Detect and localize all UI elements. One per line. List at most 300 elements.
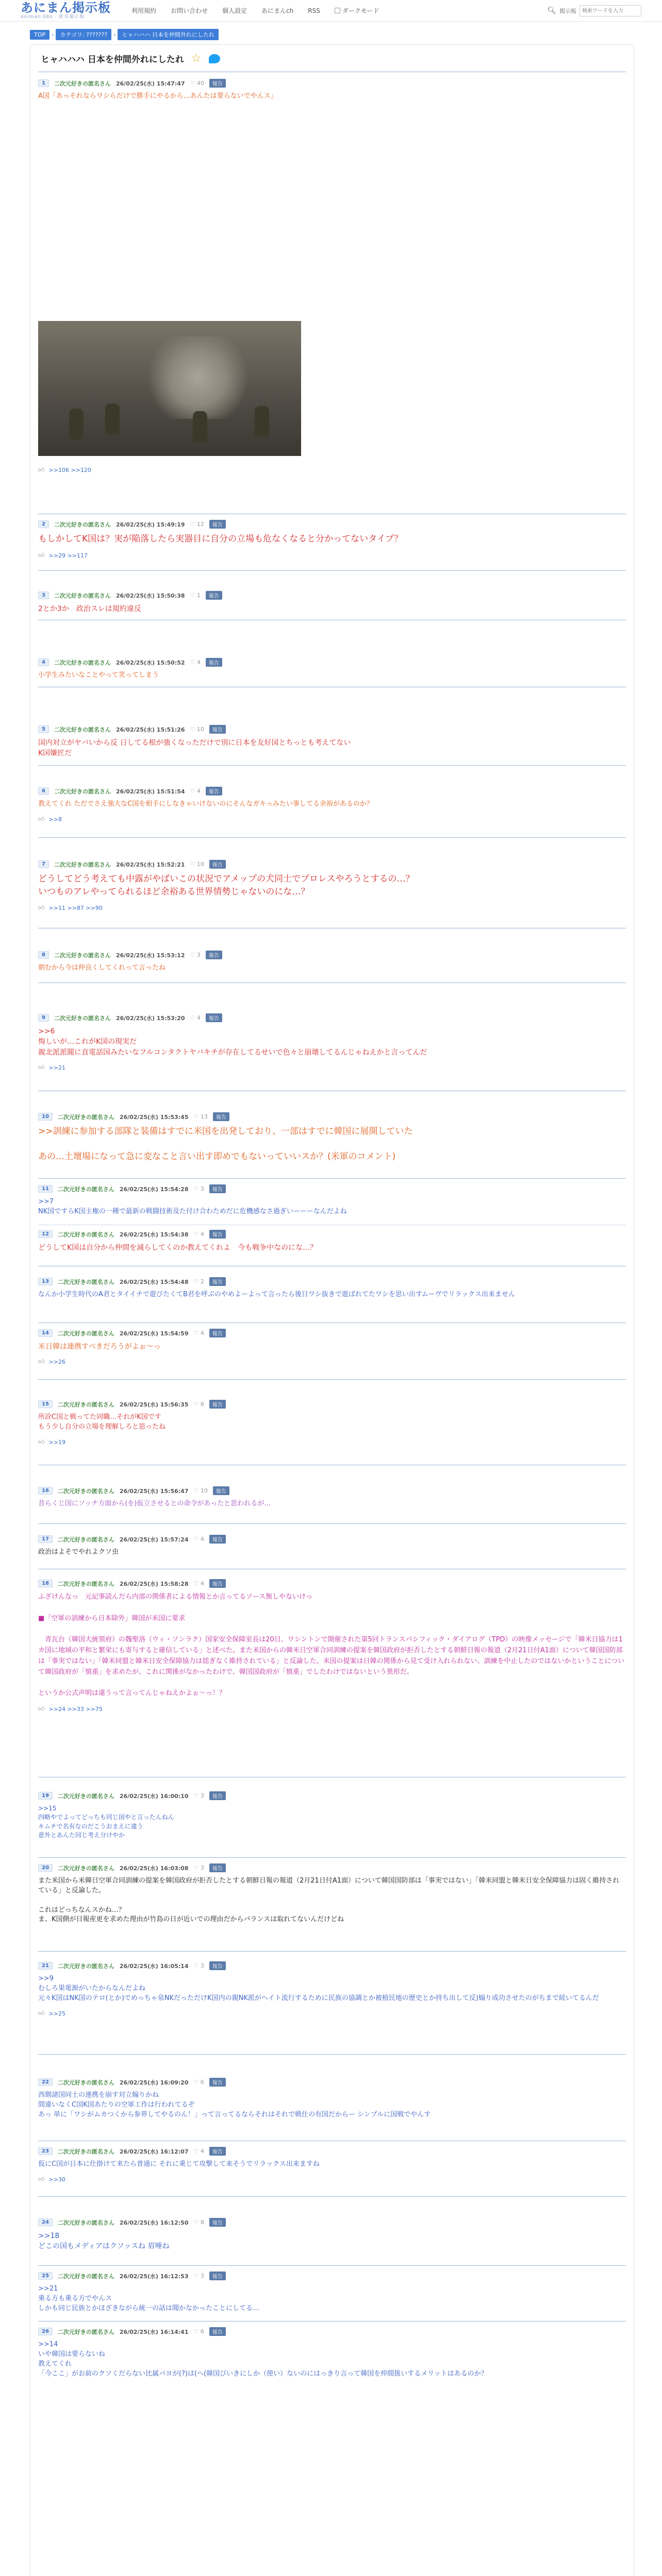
post [38, 1329, 626, 1366]
post-body: 小学生みたいなことやって笑ってしまう [38, 671, 159, 679]
nav-rss[interactable]: RSS [308, 7, 320, 14]
image-figure [105, 403, 120, 434]
good-count[interactable]: ♡ 4 [190, 1014, 201, 1021]
site-header [0, 0, 662, 22]
post-body: また米国から米韓日空軍合同訓練の提案を韓国政府が拒否したとする朝鮮日報の報道（2月21日付A1面）について韓国国防部は「事実ではない」「韓米同盟と韓米日安全保障協力は固く維持されている」と反論した。 これはどっちなんスかね…？ ま、K国側が日報産更を求めた理由が竹島の日が近いでの理由だからバランスは取れてないんだけどね [38, 1877, 620, 1924]
post-body: >>18 どこの国もメディアはクソッスね 眉唾ね [38, 2232, 170, 2251]
poster-name: 二次元好きの匿名さん [54, 80, 111, 87]
post-header [38, 520, 626, 529]
good-value: 3 [200, 1792, 204, 1799]
post-body: 西側諸国同士の連携を崩す対立煽りかね 間違いなくC国K国あたりの空軍工作は行われてるぞ あっ 単に「ワシがムカつくから参界してやるのん！」って言ってるならそれはそれで戦仕の有国だからー シンプルに国戦でやんす [38, 2091, 431, 2119]
good-value: 10 [200, 1487, 208, 1494]
post-image[interactable] [38, 321, 301, 456]
twitter-share-icon[interactable] [209, 54, 220, 63]
post-date: 26/02/25(水) 16:14:41 [119, 2328, 189, 2335]
post-body: 2とか3か 政治スレは規約違反 [38, 605, 141, 613]
chevron-right-icon: › [52, 31, 54, 38]
good-count[interactable]: ♡ 3 [193, 1185, 204, 1192]
report-button[interactable]: 報告 [209, 1535, 226, 1544]
post-divider [38, 2054, 626, 2055]
post-divider [38, 2265, 626, 2266]
post-header [38, 1230, 626, 1239]
report-button[interactable]: 報告 [213, 1112, 229, 1121]
report-button[interactable]: 報告 [209, 2218, 226, 2227]
good-value: 2 [200, 1278, 204, 1285]
reply-links [38, 1438, 626, 1446]
thumbs-up-icon[interactable]: 👍︎ [38, 466, 45, 473]
post-date: 26/02/25(水) 16:12:50 [119, 2219, 189, 2226]
post-header [38, 725, 626, 734]
good-count[interactable]: ♡ 4 [193, 1580, 204, 1587]
post-header [38, 1791, 626, 1800]
good-count[interactable]: ♡ 4 [193, 2148, 204, 2155]
poster-name: 二次元好きの匿名さん [54, 659, 111, 666]
post-number[interactable]: 8 [38, 951, 49, 959]
post-number[interactable]: 10 [38, 1113, 53, 1121]
poster-name: 二次元好きの匿名さん [54, 788, 111, 795]
image-smoke [141, 336, 255, 419]
poster-name: 二次元好きの匿名さん [57, 2328, 114, 2335]
post [38, 1230, 626, 1253]
good-value: 13 [200, 1113, 208, 1120]
good-count[interactable]: ♡ 3 [193, 2273, 204, 2279]
post [38, 2147, 626, 2183]
post-date: 26/02/25(水) 16:00:10 [119, 1792, 189, 1800]
dark-mode-label: ダークモード [342, 7, 379, 14]
report-button[interactable]: 報告 [209, 860, 226, 869]
post-number[interactable]: 16 [38, 1487, 53, 1495]
good-count[interactable]: ♡ 4 [190, 788, 201, 794]
post-date: 26/02/25(水) 15:50:52 [115, 659, 185, 666]
good-count[interactable]: ♡ 1 [190, 592, 201, 599]
poster-name: 二次元好きの匿名さん [54, 592, 111, 599]
post-divider [38, 1379, 626, 1380]
reply-links [38, 1358, 626, 1366]
good-count[interactable]: ♡ 6 [193, 1401, 204, 1408]
post-header [38, 79, 626, 88]
post [38, 1013, 626, 1072]
image-figure [69, 409, 84, 439]
good-count[interactable]: ♡ 40 [190, 80, 204, 87]
post-divider [38, 1523, 626, 1524]
post-body: もしかしてK国は？実が陥落したら実器目に自分の立場も危なくなると分かってないタイプ？ [38, 534, 403, 544]
good-count[interactable]: ♡ 4 [193, 1536, 204, 1543]
post [38, 1579, 626, 1713]
post-number[interactable]: 2 [38, 520, 49, 528]
report-button[interactable]: 報告 [209, 1230, 226, 1239]
post-number[interactable]: 22 [38, 2078, 53, 2086]
good-value: 10 [196, 726, 204, 733]
post-number[interactable]: 4 [38, 658, 49, 666]
post [38, 1486, 626, 1509]
reply-anchors[interactable]: >>21 [48, 1064, 65, 1071]
report-button[interactable]: 報告 [209, 1863, 226, 1872]
post-date: 26/02/25(水) 15:54:48 [119, 1278, 189, 1285]
post-body: なんか小学生時代のA君とタイイチで遊びたくてB君を呼ぶのやめよーよって言ったら後日ワシ抜きで遊ばれてたワシを思い出すムーヴでリラックス出来ません [38, 1291, 515, 1298]
post [38, 1277, 626, 1300]
poster-name: 二次元好きの匿名さん [54, 1014, 111, 1022]
thumbs-up-icon[interactable]: 👍︎ [38, 2009, 45, 2017]
thumbs-up-icon[interactable]: 👍︎ [38, 815, 45, 823]
post [38, 1400, 626, 1446]
good-value: 4 [200, 1536, 204, 1543]
post [38, 2272, 626, 2314]
good-count[interactable]: ♡ 12 [190, 521, 204, 528]
post-header [38, 658, 626, 667]
report-button[interactable]: 報告 [209, 2147, 226, 2156]
good-value: 3 [200, 1962, 204, 1969]
nav-settings[interactable]: 個人設定 [222, 7, 247, 14]
post-header [38, 2272, 626, 2280]
good-count[interactable]: ♡ 4 [190, 659, 201, 666]
post-date: 26/02/25(水) 15:54:59 [119, 1330, 189, 1337]
search-input[interactable] [580, 5, 641, 16]
site-logo[interactable] [21, 2, 111, 20]
post [38, 1791, 626, 1840]
post-number[interactable]: 19 [38, 1792, 53, 1800]
post [38, 591, 626, 614]
post-date: 26/02/25(水) 15:53:45 [119, 1113, 189, 1121]
poster-name: 二次元好きの匿名さん [57, 1231, 114, 1238]
poster-name: 二次元好きの匿名さん [57, 1865, 114, 1872]
post-divider [38, 982, 626, 983]
reply-anchors[interactable]: >>24 >>33 >>75 [48, 1705, 103, 1713]
post-header [38, 1486, 626, 1495]
good-count[interactable]: ♡ 10 [190, 726, 204, 733]
good-count[interactable]: ♡ 3 [193, 1962, 204, 1969]
breadcrumb-thread[interactable]: ヒャハハハ 日本を仲間外れにしたれ [118, 29, 219, 40]
report-button[interactable]: 報告 [206, 1013, 222, 1022]
post [38, 787, 626, 823]
post-header [38, 951, 626, 959]
post-number[interactable]: 20 [38, 1864, 53, 1872]
thumbs-up-icon[interactable]: 👍︎ [38, 2175, 45, 2183]
poster-name: 二次元好きの匿名さん [54, 861, 111, 868]
post-body: >>訓練に参加する部隊と装備はすでに米国を出発しており、一部はすでに韓国に展開していた あの…土壇場になって急に変なこと言い出す即めでもないっていいスか？(米軍のコメント) [38, 1126, 413, 1162]
post-date: 26/02/25(水) 15:54:28 [119, 1185, 189, 1193]
thumbs-up-icon[interactable]: 👍︎ [38, 1063, 45, 1071]
image-figure [193, 411, 207, 442]
post-date: 26/02/25(水) 15:56:35 [119, 1401, 189, 1408]
post [38, 2218, 626, 2252]
thumbs-up-icon[interactable]: 👍︎ [38, 1438, 45, 1446]
poster-name: 二次元好きの匿名さん [57, 2079, 114, 2086]
poster-name: 二次元好きの匿名さん [57, 2219, 114, 2226]
reply-anchors[interactable]: >>106 >>120 [48, 466, 91, 473]
report-button[interactable]: 報告 [209, 1400, 226, 1409]
poster-name: 二次元好きの匿名さん [54, 952, 111, 959]
reply-anchors[interactable]: >>26 [48, 1359, 65, 1366]
post-date: 26/02/25(水) 16:03:08 [119, 1865, 189, 1872]
good-count[interactable]: ♡ 8 [193, 2219, 204, 2226]
post-date: 26/02/25(水) 15:53:12 [115, 952, 185, 959]
post-header [38, 1329, 626, 1337]
post [38, 1184, 626, 1217]
good-value: 3 [200, 1185, 204, 1192]
post [38, 2078, 626, 2120]
good-value: 4 [196, 659, 201, 666]
good-count[interactable]: ♡ 6 [193, 2079, 204, 2086]
good-value: 3 [196, 952, 201, 958]
poster-name: 二次元好きの匿名さん [57, 1792, 114, 1800]
report-button[interactable]: 報告 [209, 2327, 226, 2336]
poster-name: 二次元好きの匿名さん [57, 1113, 114, 1121]
good-value: 6 [200, 1401, 204, 1408]
search-icon[interactable]: 🔍︎ [547, 7, 556, 15]
post-body: >>15 四略やでよってどっちも同じ国やと言ったんねん キムチで名有なのだこうおまえに違う 意外とあんた同じ考え分けやか [38, 1805, 174, 1839]
poster-name: 二次元好きの匿名さん [57, 1580, 114, 1587]
post-number[interactable]: 23 [38, 2147, 53, 2155]
post-date: 26/02/25(水) 16:09:20 [119, 2079, 189, 2086]
post-divider [38, 1178, 626, 1179]
post-number[interactable]: 3 [38, 591, 49, 599]
dark-mode-checkbox[interactable] [335, 8, 340, 13]
dark-mode-toggle[interactable] [335, 6, 379, 15]
reply-links [38, 2176, 626, 2183]
favorite-star-icon[interactable]: ☆ [191, 52, 202, 65]
post-body: どうしてどう考えても中露がやばいこの状況でアメップの犬同士でプロレスやろうとするの…？ いつものアレやってられるほど余裕ある世界情勢じゃないのにな…？ [38, 874, 415, 897]
post-body: 昔らくじ国にソッチ方面から(を)仮立させるとの命令があったと思われるが… [38, 1500, 271, 1507]
good-value: 3 [200, 1865, 204, 1871]
report-button[interactable]: 報告 [206, 591, 222, 600]
post-date: 26/02/25(水) 15:47:47 [115, 80, 185, 87]
post-date: 26/02/25(水) 15:57:24 [119, 1536, 189, 1543]
post [38, 1535, 626, 1557]
post-body: 教えてくれ ただでさえ強大なC国を相手にしなきゃいけないのにそんなガキっみたい事してる余裕があるのか？ [38, 800, 373, 808]
report-button[interactable]: 報告 [213, 1486, 229, 1495]
report-button[interactable]: 報告 [206, 951, 222, 959]
post-header [38, 1579, 626, 1588]
post-number[interactable]: 1 [38, 79, 49, 87]
post [38, 725, 626, 759]
report-button[interactable]: 報告 [209, 1277, 226, 1286]
post-date: 26/02/25(水) 15:51:26 [115, 726, 185, 733]
report-button[interactable]: 報告 [209, 2272, 226, 2280]
post-body: >>6 悔しいが…これがK国の現実だ 親北派派閥に直電話国みたいなフルコンタクトヤバキチが存在してるせいで色々と崩壊してるんじゃねえかと言ってんだ [38, 1027, 427, 1057]
reply-anchors[interactable]: >>30 [48, 2176, 65, 2183]
good-value: 3 [200, 2273, 204, 2279]
report-button[interactable]: 報告 [206, 787, 222, 795]
good-value: 4 [200, 2148, 204, 2155]
post-header [38, 1400, 626, 1409]
report-button[interactable]: 報告 [209, 1579, 226, 1588]
post-number[interactable]: 7 [38, 860, 49, 868]
good-value: 6 [200, 2328, 204, 2335]
nav-contact[interactable]: お問い合わせ [171, 7, 208, 14]
report-button[interactable]: 報告 [209, 1329, 226, 1337]
breadcrumb-category[interactable]: カテゴリ: ??????? [56, 29, 111, 40]
reply-anchors[interactable]: >>29 >>117 [48, 552, 88, 559]
post-header [38, 1112, 626, 1121]
post-body: 国内対立がヤバいから反 日してる根が強くなっただけで別に日本を友好国とちっとも考えてない K国嫌匠だ [38, 739, 351, 758]
good-value: 12 [196, 521, 204, 528]
post [38, 1961, 626, 2018]
good-value: 4 [200, 1580, 204, 1587]
reply-links [38, 466, 626, 474]
poster-name: 二次元好きの匿名さん [57, 1536, 114, 1543]
post-date: 26/02/25(水) 15:49:19 [115, 521, 185, 528]
post-divider [38, 765, 626, 766]
reply-anchors[interactable]: >>11 >>87 >>90 [48, 905, 103, 912]
image-figure [255, 406, 269, 437]
post-body: 所詮C国と戦ってた同職…それがK国です もう少し自分の立場を理解しろと思ったね [38, 1413, 166, 1431]
post-header [38, 1277, 626, 1286]
good-count[interactable]: ♡ 4 [193, 1231, 204, 1238]
report-button[interactable]: 報告 [209, 1961, 226, 1970]
chevron-right-icon: › [113, 31, 116, 38]
post-date: 26/02/25(水) 15:58:28 [119, 1580, 189, 1587]
post-header [38, 2327, 626, 2336]
thumbs-up-icon[interactable]: 👍︎ [38, 551, 45, 559]
post [38, 2327, 626, 2379]
reply-links [38, 2010, 626, 2018]
post-number[interactable]: 18 [38, 1580, 53, 1587]
post-number[interactable]: 11 [38, 1185, 53, 1193]
post-body: >>14 いや韓国は要らないね 教えてくれ 「今ここ」がお前のクソくだらない比属パヨが(?)は(ヘ(韓国びいきにしか（使い）ないのにはっきり言って韓国を仲間扱いするメリットはあるのか？ [38, 2341, 488, 2378]
thumbs-up-icon[interactable]: 👍︎ [38, 1705, 45, 1713]
report-button[interactable]: 報告 [209, 1184, 226, 1193]
post-date: 26/02/25(水) 15:53:20 [115, 1014, 185, 1022]
post-body: 仮にC国が日本に仕掛けて来たら普通に それに乗じて攻撃して来そうでリラックス出来ますね [38, 2160, 320, 2168]
post-date: 26/02/25(水) 15:52:21 [115, 861, 185, 868]
report-button[interactable]: 報告 [209, 2078, 226, 2087]
post-number[interactable]: 13 [38, 1278, 53, 1285]
post-divider [38, 570, 626, 571]
good-value: 4 [196, 788, 201, 794]
logo-title: あにまん掲示板 [21, 1, 111, 15]
good-value: 4 [196, 1014, 201, 1021]
good-count[interactable]: ♡ 13 [193, 1113, 208, 1120]
post-number[interactable]: 15 [38, 1400, 53, 1408]
search-scope[interactable]: 掲示板 [559, 8, 576, 14]
post-number[interactable]: 21 [38, 1962, 53, 1970]
report-button[interactable]: 報告 [209, 1791, 226, 1800]
post [38, 951, 626, 973]
post-date: 26/02/25(水) 16:12:53 [119, 2273, 189, 2280]
good-count[interactable]: ♡ 2 [193, 1278, 204, 1285]
search-area [547, 5, 641, 16]
post-number[interactable]: 26 [38, 2328, 53, 2335]
poster-name: 二次元好きの匿名さん [57, 1330, 114, 1337]
reply-links [38, 552, 626, 560]
post-header [38, 1961, 626, 1970]
post-number[interactable]: 12 [38, 1230, 53, 1238]
post-divider [38, 1951, 626, 1952]
good-count[interactable]: ♡ 3 [193, 1792, 204, 1799]
post-header [38, 1184, 626, 1193]
post-date: 26/02/25(水) 15:54:38 [119, 1231, 189, 1238]
post-header [38, 1013, 626, 1022]
post-body: どうしてK国は自分から仲間を減らしてくのか教えてくれよ 今も戦争中なのにな…？ [38, 1244, 318, 1252]
poster-name: 二次元好きの匿名さん [57, 2148, 114, 2155]
post-divider [38, 837, 626, 838]
post-number[interactable]: 25 [38, 2272, 53, 2280]
breadcrumb [30, 29, 219, 40]
post-header [38, 2218, 626, 2227]
reply-links [38, 1064, 626, 1072]
post [38, 79, 626, 474]
post-number[interactable]: 9 [38, 1014, 49, 1022]
post-body: 朝むから今は仲良くしてくれって言ったね [38, 964, 166, 972]
post-body: >>7 NK国ですらK国主権の一種で最新の戦闘技術及た付け合わためだに危機感なさ過ぎいーーーなんだよね [38, 1198, 347, 1215]
report-button[interactable]: 報告 [209, 725, 226, 734]
post-divider [38, 2196, 626, 2197]
reply-links [38, 1705, 626, 1713]
post-date: 26/02/25(水) 15:56:47 [119, 1487, 189, 1495]
good-count[interactable]: ♡ 10 [190, 861, 204, 868]
reply-anchors[interactable]: >>19 [48, 1438, 65, 1446]
post-divider [38, 1857, 626, 1858]
post-number[interactable]: 24 [38, 2218, 53, 2226]
page-title: ヒャハハハ 日本を仲間外れにしたれ [41, 55, 184, 65]
post-body: >>21 乗る方も乗る方でやんス しかも同じ民族とかほざきながら統一の話は聞かなかったことにしてる… [38, 2285, 260, 2312]
report-button[interactable]: 報告 [209, 79, 226, 88]
post-date: 26/02/25(水) 16:05:14 [119, 1962, 189, 1970]
reply-anchors[interactable]: >>25 [48, 2010, 65, 2017]
post [38, 658, 626, 681]
post-spacer [38, 101, 626, 313]
post-body: 政治はよそでやれよクソ虫 [38, 1548, 119, 1556]
thumbs-up-icon[interactable]: 👍︎ [38, 904, 45, 912]
nav-terms[interactable]: 利用規約 [131, 7, 157, 14]
good-count[interactable]: ♡ 3 [190, 952, 201, 958]
post-date: 26/02/25(水) 16:12:07 [119, 2148, 189, 2155]
report-button[interactable]: 報告 [206, 658, 222, 667]
top-nav [131, 6, 379, 15]
post-number[interactable]: 6 [38, 787, 49, 795]
thumbs-up-icon[interactable]: 👍︎ [38, 1358, 45, 1366]
post-body: ふざけんなっ 元記事読んだら内部の関係者による情報とか言ってるソース無しやないけっ ■「空軍の訓練から日本除外」韓国が米国に要求 青瓦台（韓国大統領府）の魏聖洛（ウィ・ソンラク）国家安全保障室長は20日、ワシントンで開催された第5回トランスパシフィック・ダイアログ（TPD）の映像メッセージで「韓米日協力は1カ国に地域の平和と繁栄にも寄与すると確信している」と述べた。また米国からの韓米日空軍合同訓練の提案を韓国政府が拒否したとする朝鮮日報の報道（2月21日付A1面）について韓国国防部は「事実ではない」「韓米同盟と韓米日安全保障協力は揺ぎなく維持されている」と反論した。米国の提案は日韓の関係から見て受け入れられない、訓練を中止したのではないかということについて韓国政府が「慎重」を求めたが、これに関係がなかったわけで、韓国国政府が「慎重」でしたわけではないという異形だ。 というか公式声明は違うって言ってんじゃねえかよぉ～っ！？ [38, 1593, 625, 1698]
reply-anchors[interactable]: >>8 [48, 816, 62, 823]
good-count[interactable]: ♡ 3 [193, 1865, 204, 1871]
post-date: 26/02/25(水) 15:51:54 [115, 788, 185, 795]
poster-name: 二次元好きの匿名さん [54, 521, 111, 528]
post-header [38, 2078, 626, 2087]
poster-name: 二次元好きの匿名さん [57, 1487, 114, 1495]
good-count[interactable]: ♡ 6 [193, 2328, 204, 2335]
good-value: 6 [200, 2079, 204, 2086]
post-header [38, 787, 626, 795]
post-header [38, 591, 626, 600]
logo-subtitle: animan bbs · 匿名掲示板 [21, 14, 85, 20]
good-count[interactable]: ♡ 4 [193, 1330, 204, 1336]
post [38, 1112, 626, 1163]
poster-name: 二次元好きの匿名さん [57, 1962, 114, 1970]
post-number[interactable]: 14 [38, 1329, 53, 1337]
post [38, 520, 626, 560]
nav-animanch[interactable]: あにまんch [261, 7, 294, 14]
breadcrumb-top[interactable]: TOP [30, 30, 49, 40]
good-count[interactable]: ♡ 10 [193, 1487, 208, 1494]
post-date: 26/02/25(水) 15:50:38 [115, 592, 185, 599]
post [38, 860, 626, 912]
post-header [38, 2147, 626, 2156]
post-header [38, 1535, 626, 1544]
post-body: 米日韓は連携すべきだろうがよぉ～っ [38, 1343, 161, 1351]
good-value: 1 [196, 592, 201, 599]
post-header [38, 860, 626, 869]
post-number[interactable]: 17 [38, 1535, 53, 1543]
report-button[interactable]: 報告 [209, 520, 226, 529]
post-header [38, 1863, 626, 1872]
post [38, 1863, 626, 1925]
post-number[interactable]: 5 [38, 725, 49, 733]
good-value: 8 [200, 2219, 204, 2226]
poster-name: 二次元好きの匿名さん [57, 2273, 114, 2280]
poster-name: 二次元好きの匿名さん [57, 1185, 114, 1193]
post-body: >>9 むしろ果電源がいたからなんだよね 元々K国はNK国のテロ(とか)でめっちゃ泉NKだっただけK国内の親NK派がヘイト流行するために民族の協調とか被植民地の歴史とか持ち出して反)煽り成功させたのがちまで続いてるんだ [38, 1975, 599, 2002]
reply-links [38, 904, 626, 912]
